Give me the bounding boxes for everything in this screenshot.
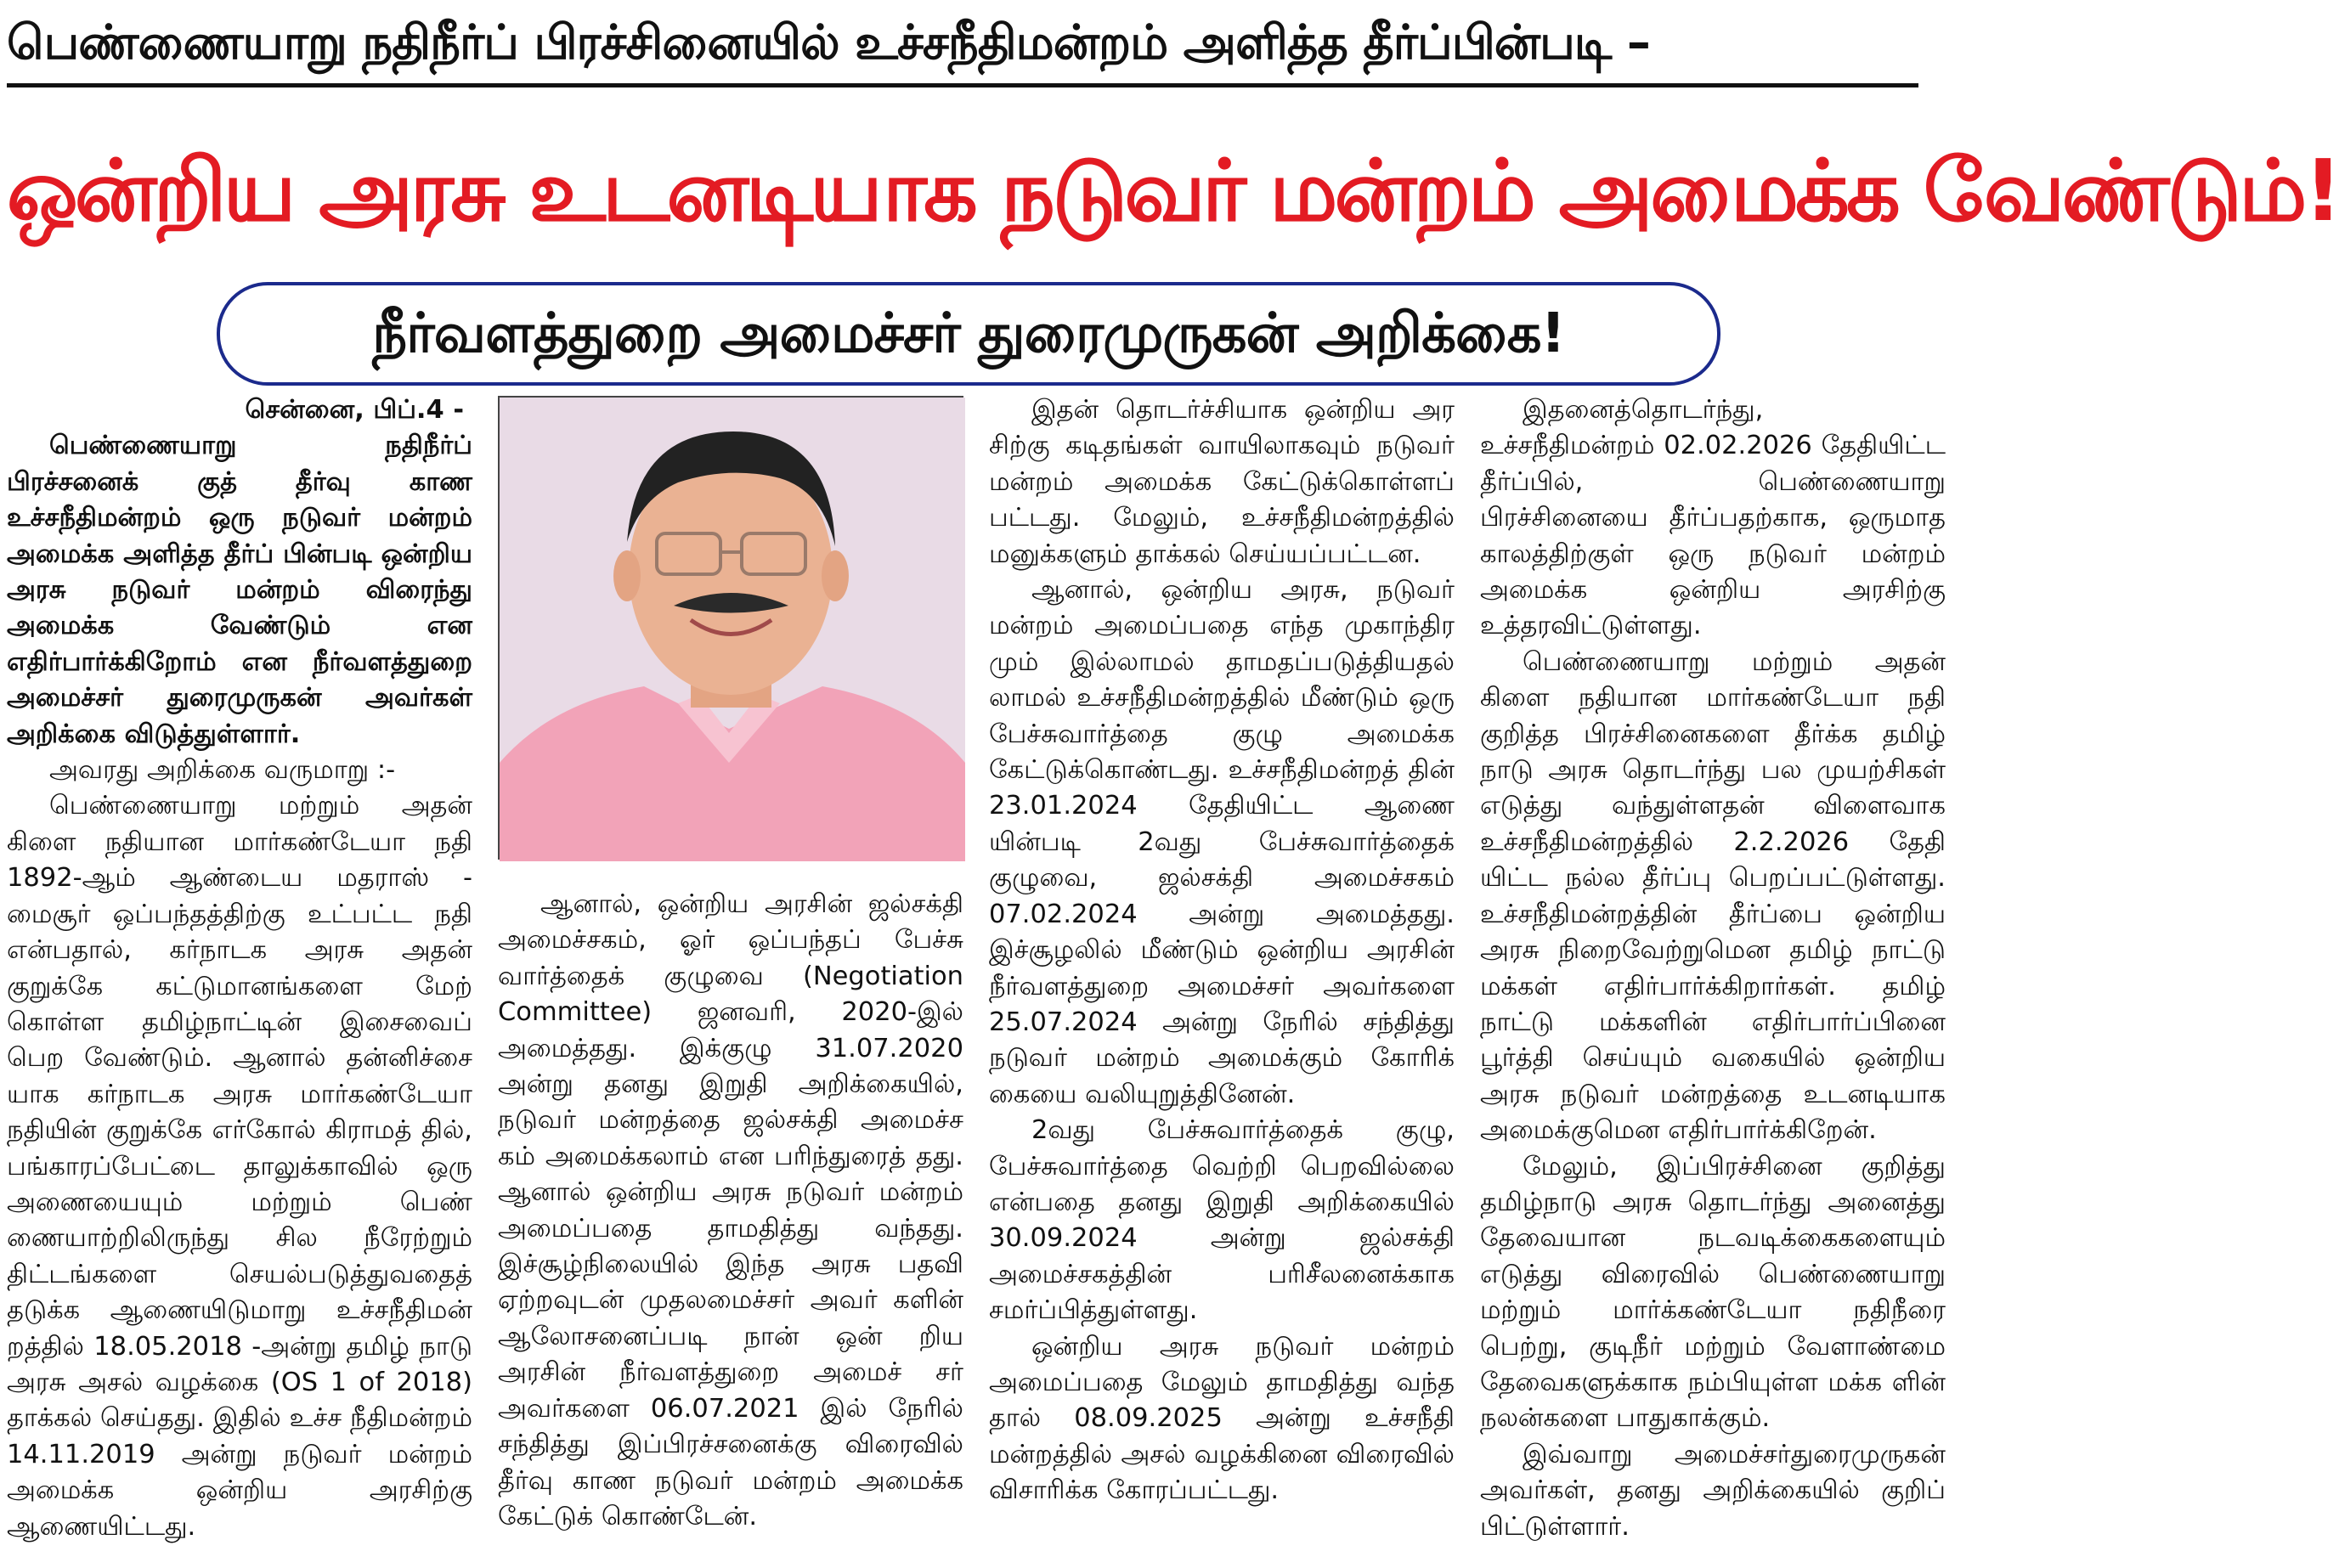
body-paragraph: இவ்வாறு அமைச்சர்துரைமுருகன் அவர்கள், தனது அறிக்கையில் குறிப் பிட்டுள்ளார். <box>1480 1439 1946 1542</box>
kicker-headline: பெண்ணையாறு நதிநீர்ப் பிரச்சினையில் உச்சநீதிமன்றம் அளித்த தீர்ப்பின்படி – <box>7 15 1650 71</box>
dateline: சென்னை, பிப்.4 - <box>245 395 464 425</box>
body-paragraph: மேலும், இப்பிரச்சினை குறித்து தமிழ்நாடு அரசு தொடர்ந்து அனைத்து தேவையான நடவடிக்கைகளையும் எடுத்து விரைவில் பெண்ணையாறு மற்றும் மார்க்கண்டேயா நதிநீரை பெற்று, குடிநீர் மற்றும் வேளாண்மை தேவைகளுக்காக நம்பியுள்ள மக்க ளின் நலன்களை பாதுகாக்கும். <box>1480 1151 1946 1434</box>
statement-intro: அவரது அறிக்கை வருமாறு :- <box>49 755 396 786</box>
portrait-photo <box>498 396 963 860</box>
subheadline-box <box>217 282 1720 386</box>
article-column-1 <box>7 392 472 1565</box>
article-column-2 <box>498 887 963 1566</box>
main-headline: ஒன்றிய அரசு உடனடியாக நடுவர் மன்றம் அமைக்க வேண்டும்! <box>7 141 2339 240</box>
lede-paragraph: பெண்ணையாறு நதிநீர்ப் பிரச்சனைக் குத் தீர்வு காண உச்சநீதிமன்றம் ஒரு நடுவர் மன்றம் அமைக்க அளித்த தீர்ப் பின்படி ஒன்றிய அரசு நடுவர் மன்றம் விரைந்து அமைக்க வேண்டும் என எதிர்பார்க்கிறோம் என நீர்வளத்துறை அமைச்சர் துரைமுருகன் அவர்கள் அறிக்கை விடுத்துள்ளார். <box>7 431 472 749</box>
body-paragraph: இதனைத்தொடர்ந்து, உச்சநீதிமன்றம் 02.02.2026 தேதியிட்ட தீர்ப்பில், பெண்ணையாறு பிரச்சினையை தீர்ப்பதற்காக, ஒருமாத காலத்திற்குள் ஒரு நடுவர் மன்றம் அமைக்க ஒன்றிய அரசிற்கு உத்தரவிட்டுள்ளது. <box>1480 395 1946 641</box>
article-column-4 <box>1480 392 1946 1565</box>
portrait-photo-icon <box>500 398 965 861</box>
body-paragraph: 2வது பேச்சுவார்த்தைக் குழு, பேச்சுவார்த்தை வெற்றி பெறவில்லை என்பதை தனது இறுதி அறிக்கையில் 30.09.2024 அன்று ஜல்சக்தி அமைச்சகத்தின் பரிசீலனைக்காக சமர்ப்பித்துள்ளது. <box>989 1115 1455 1326</box>
kicker-underline <box>7 83 1918 87</box>
article-column-3 <box>989 392 1455 1565</box>
subheadline: நீர்வளத்துறை அமைச்சர் துரைமுருகன் அறிக்கை! <box>372 302 1565 365</box>
body-paragraph: பெண்ணையாறு மற்றும் அதன் கிளை நதியான மார்கண்டேயா நதி குறித்த பிரச்சினைகளை தீர்க்க தமிழ் நாடு அரசு தொடர்ந்து பல முயற்சிகள் எடுத்து வந்துள்ளதன் விளைவாக உச்சநீதிமன்றத்தில் 2.2.2026 தேதி யிட்ட நல்ல தீர்ப்பு பெறப்பட்டுள்ளது. உச்சநீதிமன்றத்தின் தீர்ப்பை ஒன்றிய அரசு நிறைவேற்றுமென தமிழ் நாட்டு மக்கள் எதிர்பார்க்கிறார்கள். தமிழ் நாட்டு மக்களின் எதிர்பார்ப்பினை பூர்த்தி செய்யும் வகையில் ஒன்றிய அரசு நடுவர் மன்றத்தை உடனடியாக அமைக்குமென எதிர்பார்க்கிறேன். <box>1480 646 1946 1146</box>
body-paragraph: ஒன்றிய அரசு நடுவர் மன்றம் அமைப்பதை மேலும் தாமதித்து வந்த தால் 08.09.2025 அன்று உச்சநீதி மன்றத்தில் அசல் வழக்கினை விரைவில் விசாரிக்க கோரப்பட்டது. <box>989 1331 1455 1506</box>
body-paragraph: ஆனால், ஒன்றிய அரசின் ஜல்சக்தி அமைச்சகம், ஓர் ஒப்பந்தப் பேச்சு வார்த்தைக் குழுவை (Negotiation Committee) ஜனவரி, 2020-இல் அமைத்தது. இக்குழு 31.07.2020 அன்று தனது இறுதி அறிக்கையில், நடுவர் மன்றத்தை ஜல்சக்தி அமைச்ச கம் அமைக்கலாம் என பரிந்துரைத் தது. ஆனால் ஒன்றிய அரசு நடுவர் மன்றம் அமைப்பதை தாமதித்து வந்தது. இச்சூழ்நிலையில் இந்த அரசு பதவி ஏற்றவுடன் முதலமைச்சர் அவர் களின் ஆலோசனைப்படி நான் ஒன் றிய அரசின் நீர்வளத்துறை அமைச் சர் அவர்களை 06.07.2021 இல் நேரில் சந்தித்து இப்பிரச்சனைக்கு விரைவில் தீர்வு காண நடுவர் மன்றம் அமைக்க கேட்டுக் கொண்டேன். <box>498 889 963 1531</box>
body-paragraph: பெண்ணையாறு மற்றும் அதன் கிளை நதியான மார்கண்டேயா நதி 1892-ஆம் ஆண்டைய மதராஸ் - மைசூர் ஒப்பந்தத்திற்கு உட்பட்ட நதி என்பதால், கர்நாடக அரசு அதன் குறுக்கே கட்டுமானங்களை மேற் கொள்ள தமிழ்நாட்டின் இசைவைப் பெற வேண்டும். ஆனால் தன்னிச்சை யாக கர்நாடக அரசு மார்கண்டேயா நதியின் குறுக்கே எர்கோல் கிராமத் தில், பங்காரப்பேட்டை தாலுக்காவில் ஒரு அணையையும் மற்றும் பெண் ணையாற்றிலிருந்து சில நீரேற்றும் திட்டங்களை செயல்படுத்துவதைத் தடுக்க ஆணையிடுமாறு உச்சநீதிமன் றத்தில் 18.05.2018 -அன்று தமிழ் நாடு அரசு அசல் வழக்கை (OS 1 of 2018) தாக்கல் செய்தது. இதில் உச்ச நீதிமன்றம் 14.11.2019 அன்று நடுவர் மன்றம் அமைக்க ஒன்றிய அரசிற்கு ஆணையிட்டது. <box>7 791 472 1542</box>
body-paragraph: ஆனால், ஒன்றிய அரசு, நடுவர் மன்றம் அமைப்பதை எந்த முகாந்திர மும் இல்லாமல் தாமதப்படுத்தியதல் லாமல் உச்சநீதிமன்றத்தில் மீண்டும் ஒரு பேச்சுவார்த்தை குழு அமைக்க கேட்டுக்கொண்டது. உச்சநீதிமன்றத் தின் 23.01.2024 தேதியிட்ட ஆணை யின்படி 2வது பேச்சுவார்த்தைக் குழுவை, ஜல்சக்தி அமைச்சகம் 07.02.2024 அன்று அமைத்தது. இச்சூழலில் மீண்டும் ஒன்றிய அரசின் நீர்வளத்துறை அமைச்சர் அவர்களை 25.07.2024 அன்று நேரில் சந்தித்து நடுவர் மன்றம் அமைக்கும் கோரிக் கையை வலியுறுத்தினேன். <box>989 575 1455 1109</box>
body-paragraph: இதன் தொடர்ச்சியாக ஒன்றிய அர சிற்கு கடிதங்கள் வாயிலாகவும் நடுவர் மன்றம் அமைக்க கேட்டுக்கொள்ளப் பட்டது. மேலும், உச்சநீதிமன்றத்தில் மனுக்களும் தாக்கல் செய்யப்பட்டன. <box>989 395 1455 569</box>
